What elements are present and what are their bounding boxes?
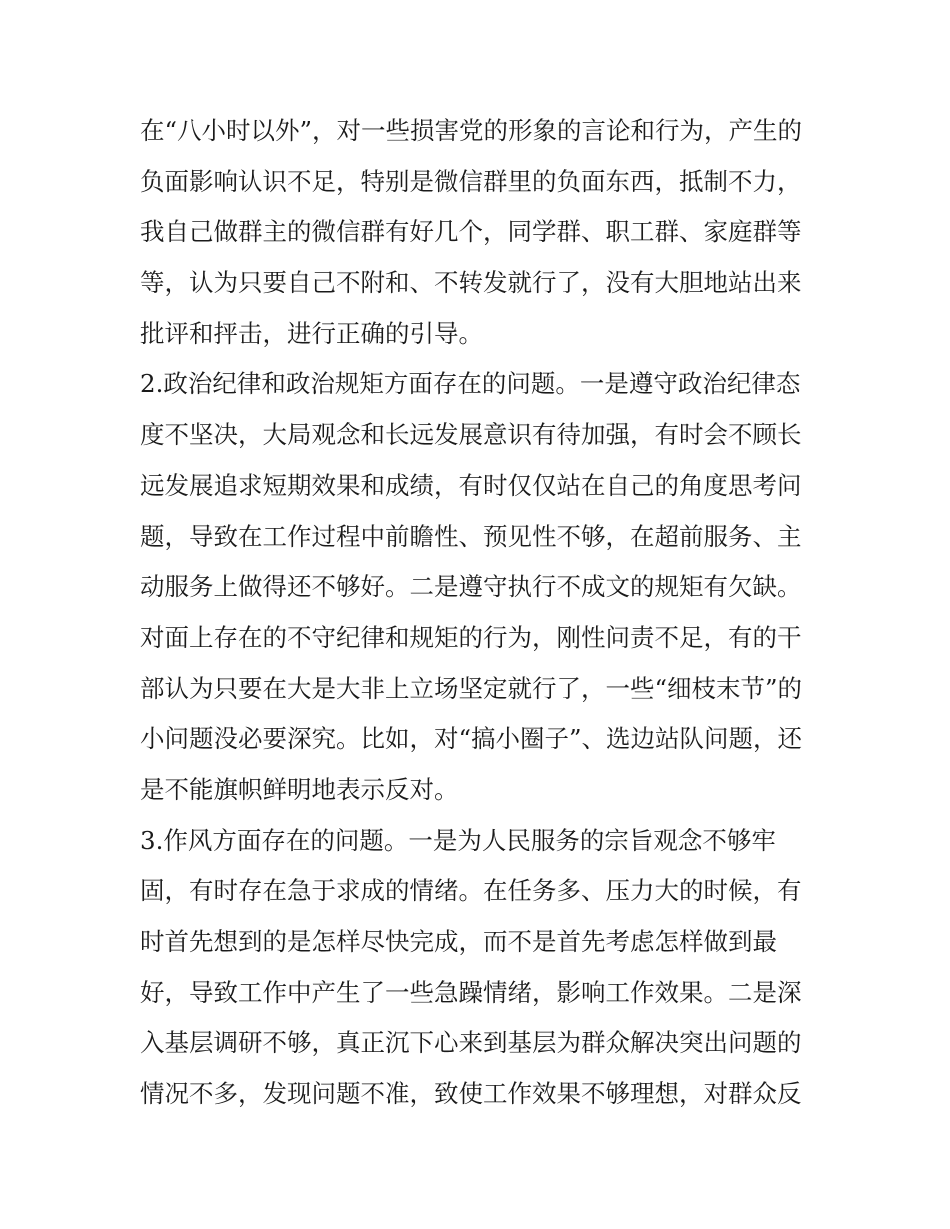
text-line: 等，认为只要自己不附和、不转发就行了，没有大胆地站出来 [140, 268, 802, 298]
text-line: 动服务上做得还不够好。二是遵守执行不成文的规矩有欠缺。 [140, 572, 802, 602]
text-line: 固，有时存在急于求成的情绪。在任务多、压力大的时候，有 [140, 876, 802, 906]
text-line: 度不坚决，大局观念和长远发展意识有待加强，有时会不顾长 [140, 420, 802, 450]
text-line: 我自己做群主的微信群有好几个，同学群、职工群、家庭群等 [140, 217, 802, 247]
text-line: 时首先想到的是怎样尽快完成，而不是首先考虑怎样做到最 [140, 927, 777, 956]
text-line: 是不能旗帜鲜明地表示反对。 [140, 774, 459, 804]
document-body [140, 106, 820, 1120]
text-line: 2.政治纪律和政治规矩方面存在的问题。一是遵守政治纪律态 [140, 369, 801, 399]
text-line: 远发展追求短期效果和成绩，有时仅仅站在自己的角度思考问 [140, 470, 802, 500]
text-line: 小问题没必要深究。比如，对“搞小圈子”、选边站队问题，还 [140, 724, 803, 754]
text-line: 情况不多，发现问题不准，致使工作效果不够理想，对群众反 [140, 1079, 802, 1109]
text-line: 对面上存在的不守纪律和规矩的行为，刚性问责不足，有的干 [140, 622, 802, 652]
text-line: 部认为只要在大是大非上立场坚定就行了，一些“细枝末节”的 [140, 673, 803, 703]
text-line: 好，导致工作中产生了一些急躁情绪，影响工作效果。二是深 [140, 977, 802, 1007]
text-line: 题，导致在工作过程中前瞻性、预见性不够，在超前服务、主 [140, 521, 802, 551]
text-line: 3.作风方面存在的问题。一是为人民服务的宗旨观念不够牢 [140, 825, 776, 855]
text-line: 负面影响认识不足，特别是微信群里的负面东西，抵制不力， [140, 166, 802, 196]
text-line: 在“八小时以外”，对一些损害党的形象的言论和行为，产生的 [140, 116, 803, 145]
text-line: 批评和抨击，进行正确的引导。 [140, 318, 483, 348]
text-line: 入基层调研不够，真正沉下心来到基层为群众解决突出问题的 [140, 1028, 802, 1058]
